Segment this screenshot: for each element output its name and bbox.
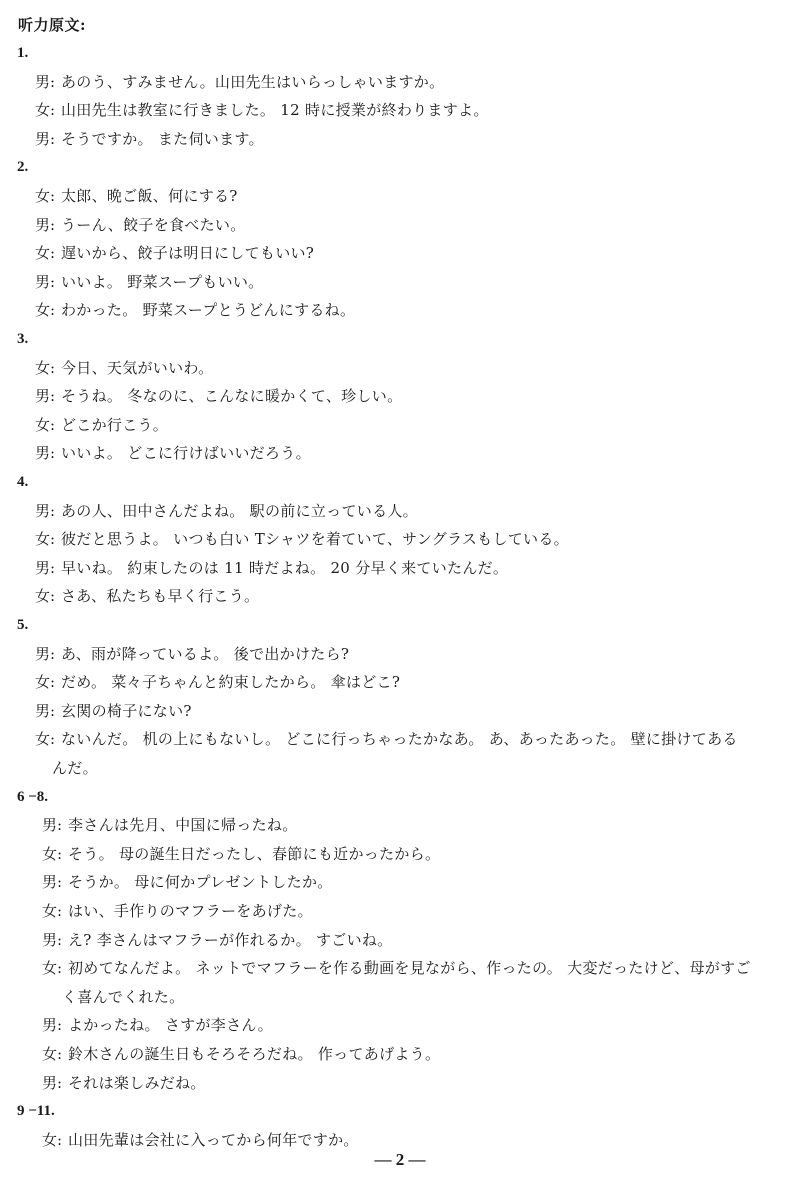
dialogue-text: 彼だと思うよ。 いつも白い Tシャツを着ていて、サングラスもしている。 xyxy=(61,530,569,549)
speaker-colon: : xyxy=(57,1045,63,1063)
dialogue-text: うーん、餃子を食べたい。 xyxy=(61,215,246,234)
dialogue-text: どこか行こう。 xyxy=(61,415,169,434)
speaker-colon: : xyxy=(50,272,56,291)
dialogue-text: あの人、田中さんだよね。 駅の前に立っている人。 xyxy=(61,501,418,520)
speaker-label: 女 xyxy=(35,301,51,320)
speaker-colon: : xyxy=(50,501,56,520)
dialogue-text: そうですか。 また伺います。 xyxy=(61,129,264,148)
speaker-colon: : xyxy=(50,415,56,434)
dialogue-text: 太郎、晩ご飯、何にする? xyxy=(61,187,238,205)
speaker-colon: : xyxy=(50,129,56,148)
speaker-label: 男 xyxy=(35,644,51,663)
speaker-colon: : xyxy=(57,816,63,835)
speaker-label: 男 xyxy=(35,558,51,577)
dialogue-text: 山田先生は教室に行きました。 12 時に授業が終わりますよ。 xyxy=(61,101,489,120)
speaker-label: 女 xyxy=(42,1045,58,1063)
dialogue-text: あ、雨が降っているよ。 後で出かけたら? xyxy=(61,644,350,663)
speaker-colon: : xyxy=(50,530,56,549)
speaker-colon: : xyxy=(50,673,56,692)
speaker-colon: : xyxy=(50,187,56,205)
speaker-label: 男 xyxy=(42,930,58,949)
speaker-colon: : xyxy=(50,587,56,606)
speaker-label: 男 xyxy=(42,1016,58,1035)
speaker-label: 男 xyxy=(42,816,58,835)
speaker-label: 男 xyxy=(35,215,51,234)
question-number: 4. xyxy=(17,474,29,490)
speaker-colon: : xyxy=(57,873,63,892)
speaker-label: 男 xyxy=(35,701,51,720)
speaker-colon: : xyxy=(50,444,56,463)
question-number: 5. xyxy=(17,617,29,633)
speaker-label: 女 xyxy=(35,730,51,749)
speaker-label: 男 xyxy=(35,72,51,91)
dialogue-text: はい、手作りのマフラーをあげた。 xyxy=(68,902,313,920)
speaker-colon: : xyxy=(50,301,56,320)
dialogue-text: 早いね。 約束したのは 11 時だよね。 20 分早く来ていたんだ。 xyxy=(61,558,509,577)
speaker-label: 女 xyxy=(35,244,51,263)
speaker-colon: : xyxy=(57,959,63,978)
dialogue-text: あのう、すみません。山田先生はいらっしゃいますか。 xyxy=(61,72,445,91)
speaker-label: 女 xyxy=(42,1130,58,1149)
speaker-colon: : xyxy=(50,244,56,263)
speaker-label: 男 xyxy=(35,129,51,148)
speaker-colon: : xyxy=(50,558,56,577)
speaker-colon: : xyxy=(50,701,56,720)
speaker-colon: : xyxy=(50,101,56,120)
speaker-colon: : xyxy=(57,1073,63,1092)
speaker-colon: : xyxy=(50,730,56,749)
dialogue-text: 玄関の椅子にない? xyxy=(61,701,192,720)
dialogue-text: そうね。 冬なのに、こんなに暖かくて、珍しい。 xyxy=(61,387,403,406)
dialogue-text: それは楽しみだね。 xyxy=(68,1073,206,1092)
speaker-label: 男 xyxy=(35,501,51,520)
speaker-colon: : xyxy=(50,72,56,91)
speaker-label: 女 xyxy=(35,415,51,434)
speaker-label: 女 xyxy=(35,673,51,692)
dialogue-text: ないんだ。 机の上にもないし。 どこに行っちゃったかなあ。 あ、あったあった。 壁に掛けてある xyxy=(61,730,738,749)
speaker-colon: : xyxy=(57,1130,63,1149)
question-number: 6 −8. xyxy=(17,788,49,805)
dialogue-text: そう。 母の誕生日だったし、春節にも近かったから。 xyxy=(68,844,441,863)
speaker-label: 男 xyxy=(42,1073,58,1092)
question-number: 9 −11. xyxy=(17,1103,55,1120)
dialogue-text: 遅いから、餃子は明日にしてもいい? xyxy=(61,244,315,263)
speaker-colon: : xyxy=(50,358,56,377)
speaker-label: 女 xyxy=(35,187,51,205)
speaker-label: 女 xyxy=(35,358,51,377)
speaker-colon: : xyxy=(57,902,63,920)
question-number: 1. xyxy=(17,45,29,61)
dialogue-text: だめ。 菜々子ちゃんと約束したから。 傘はどこ? xyxy=(61,673,401,692)
dialogue-text-continuation: く喜んでくれた。 xyxy=(62,987,185,1006)
speaker-label: 男 xyxy=(35,444,51,463)
speaker-colon: : xyxy=(57,930,63,949)
dialogue-text: いいよ。 どこに行けばいいだろう。 xyxy=(61,444,311,463)
page-number: — 2 — xyxy=(374,1150,426,1169)
dialogue-text: 李さんは先月、中国に帰ったね。 xyxy=(68,816,298,835)
dialogue-text-continuation: んだ。 xyxy=(52,759,98,777)
speaker-colon: : xyxy=(57,1016,63,1035)
speaker-label: 男 xyxy=(42,873,58,892)
speaker-label: 女 xyxy=(35,101,51,120)
dialogue-text: 初めてなんだよ。 ネットでマフラーを作る動画を見ながら、作ったの。 大変だったけど、母がすご xyxy=(68,959,751,978)
page-heading: 听力原文: xyxy=(18,16,87,34)
dialogue-text: え? 李さんはマフラーが作れるか。 すごいね。 xyxy=(68,930,393,949)
speaker-label: 男 xyxy=(35,387,51,406)
speaker-label: 女 xyxy=(35,587,51,606)
speaker-colon: : xyxy=(57,844,63,863)
speaker-label: 女 xyxy=(35,530,51,549)
dialogue-text: 今日、天気がいいわ。 xyxy=(61,358,214,377)
dialogue-text: よかったね。 さすが李さん。 xyxy=(68,1016,273,1035)
dialogue-text: わかった。 野菜スープとうどんにするね。 xyxy=(61,301,356,320)
speaker-label: 男 xyxy=(35,272,51,291)
dialogue-text: 山田先輩は会社に入ってから何年ですか。 xyxy=(68,1130,359,1149)
speaker-label: 女 xyxy=(42,959,58,978)
question-number: 3. xyxy=(17,331,29,347)
question-number: 2. xyxy=(17,159,29,176)
speaker-colon: : xyxy=(50,387,56,406)
dialogue-text: いいよ。 野菜スープもいい。 xyxy=(61,272,264,291)
dialogue-text: そうか。 母に何かプレゼントしたか。 xyxy=(68,873,333,892)
speaker-colon: : xyxy=(50,215,56,234)
speaker-label: 女 xyxy=(42,844,58,863)
speaker-colon: : xyxy=(50,644,56,663)
speaker-label: 女 xyxy=(42,902,58,920)
dialogue-text: さあ、私たちも早く行こう。 xyxy=(61,587,260,606)
dialogue-text: 鈴木さんの誕生日もそろそろだね。 作ってあげよう。 xyxy=(68,1045,441,1063)
